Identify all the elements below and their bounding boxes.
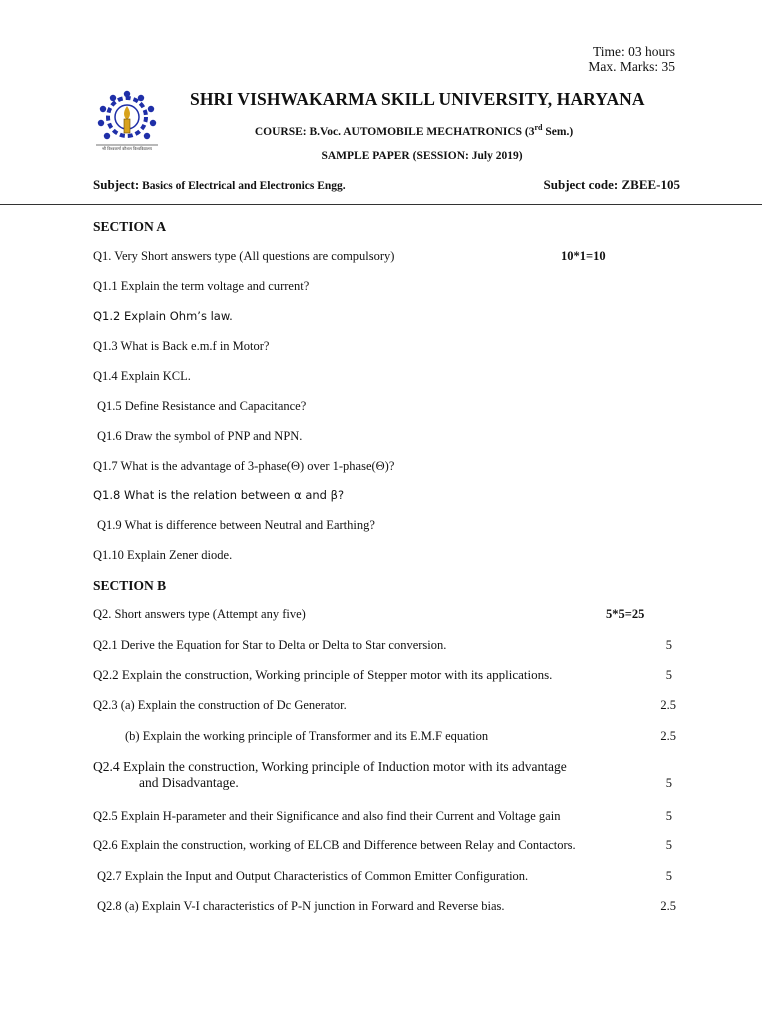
section-a-title: SECTION A	[93, 219, 167, 234]
question-1-1: Q1.1 Explain the term voltage and current?	[93, 279, 310, 293]
sample-paper-line: SAMPLE PAPER (SESSION: July 2019)	[321, 150, 523, 162]
question-1-10: Q1.10 Explain Zener diode.	[93, 548, 233, 562]
section-b-title: SECTION B	[93, 578, 167, 593]
question-2-2: Q2.2 Explain the construction, Working principle of Stepper motor with its applications.	[93, 667, 553, 682]
question-2-8a: Q2.8 (a) Explain V-I characteristics of P-N junction in Forward and Reverse bias.	[97, 899, 505, 913]
question-1-2: Q1.2 Explain Ohm’s law.	[93, 309, 233, 323]
section-a-marks: 10*1=10	[561, 249, 606, 263]
max-marks: Max. Marks: 35	[588, 59, 675, 74]
question-1-9: Q1.9 What is difference between Neutral and Earthing?	[97, 518, 375, 532]
question-1-4: Q1.4 Explain KCL.	[93, 369, 191, 383]
question-2-2-marks: 5	[665, 668, 672, 682]
section-a-instruction: Q1. Very Short answers type (All questions are compulsory)	[93, 249, 395, 263]
question-2-8a-marks: 2.5	[660, 899, 676, 913]
question-2-5: Q2.5 Explain H-parameter and their Significance and also find their Current and Voltage gain	[93, 809, 561, 823]
question-2-3a-marks: 2.5	[660, 698, 676, 712]
section-b-marks: 5*5=25	[606, 607, 645, 621]
question-2-5-marks: 5	[665, 809, 672, 823]
question-1-3: Q1.3 What is Back e.m.f in Motor?	[93, 339, 270, 353]
question-2-4-marks: 5	[665, 776, 672, 790]
question-1-8: Q1.8 What is the relation between α and β?	[93, 488, 345, 502]
subject-line: Subject: Basics of Electrical and Electronics Engg.	[93, 177, 346, 192]
section-b-instruction: Q2. Short answers type (Attempt any five)	[93, 607, 306, 621]
header-divider	[0, 204, 762, 205]
question-2-7-marks: 5	[665, 869, 672, 883]
university-title: SHRI VISHWAKARMA SKILL UNIVERSITY, HARYANA	[190, 89, 645, 109]
question-2-1: Q2.1 Derive the Equation for Star to Delta or Delta to Star conversion.	[93, 638, 447, 652]
question-1-7: Q1.7 What is the advantage of 3-phase(Θ) over 1-phase(Θ)?	[93, 459, 395, 473]
question-2-4: Q2.4 Explain the construction, Working principle of Induction motor with its advantage	[93, 759, 567, 774]
question-2-1-marks: 5	[665, 638, 672, 652]
question-2-3b-marks: 2.5	[660, 729, 676, 743]
course-line: COURSE: B.Voc. AUTOMOBILE MECHATRONICS (3rd Sem.)	[254, 123, 574, 138]
question-2-3a: Q2.3 (a) Explain the construction of Dc Generator.	[93, 698, 347, 712]
exam-time: Time: 03 hours	[592, 44, 675, 59]
question-1-5: Q1.5 Define Resistance and Capacitance?	[97, 399, 307, 413]
logo-caption: श्री विश्वकर्मा कौशल विश्वविद्यालय	[102, 146, 152, 151]
question-1-6: Q1.6 Draw the symbol of PNP and NPN.	[97, 429, 303, 443]
question-2-6-marks: 5	[665, 838, 672, 852]
question-2-7: Q2.7 Explain the Input and Output Characteristics of Common Emitter Configuration.	[97, 869, 529, 883]
question-2-6: Q2.6 Explain the construction, working of ELCB and Difference between Relay and Contactors.	[93, 838, 576, 852]
question-2-4-cont: and Disadvantage.	[139, 775, 239, 790]
question-2-3b: (b) Explain the working principle of Transformer and its E.M.F equation	[125, 729, 489, 743]
subject-code: Subject code: ZBEE-105	[543, 177, 680, 192]
